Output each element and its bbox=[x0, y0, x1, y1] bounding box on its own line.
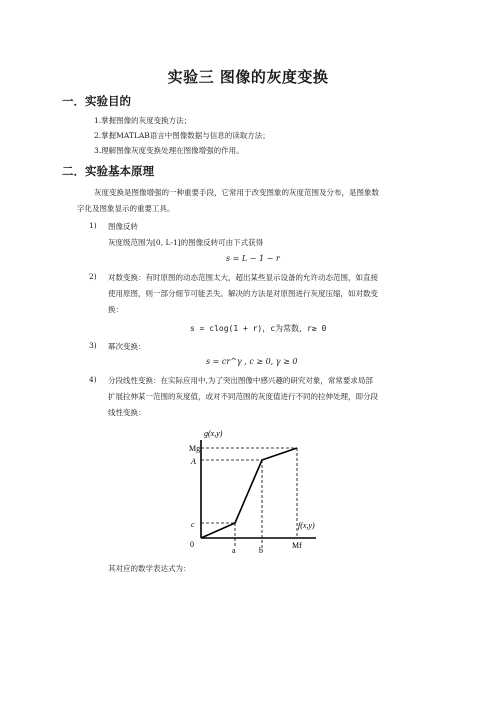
item-2-line-2: 使用原图，则一部分细节可能丢失。解决的方法是对原图进行灰度压缩，如对数变 bbox=[108, 289, 378, 298]
formula-log: s = clog(1 + r)，c为常数，r≥ 0 bbox=[190, 324, 327, 333]
formula-power: s = cr^γ , c ≥ 0, γ ≥ 0 bbox=[206, 357, 298, 366]
section-heading-purpose: 一．实验目的 bbox=[62, 94, 131, 108]
a-tick-label: a bbox=[232, 546, 236, 555]
purpose-item-3: 3.理解图像灰度变换处理在图像增强的作用。 bbox=[94, 146, 244, 155]
item-4-line-3: 线性变换： bbox=[108, 408, 146, 417]
transform-curve bbox=[201, 448, 297, 538]
b-tick-label: b bbox=[259, 546, 263, 555]
purpose-item-1: 1.掌握图像的灰度变换方法； bbox=[94, 116, 192, 125]
document-title: 实验三 图像的灰度变换 bbox=[167, 68, 329, 86]
purpose-item-2: 2.掌握MATLAB语言中图像数据与信息的读取方法； bbox=[94, 131, 270, 140]
item-3-number: 3) bbox=[89, 341, 97, 350]
item-1-title: 图像反转 bbox=[108, 222, 138, 231]
section-heading-principle: 二．实验基本原理 bbox=[62, 164, 154, 178]
item-3-title: 幂次变换： bbox=[108, 342, 146, 351]
item-2-line-3: 换： bbox=[108, 305, 123, 314]
formula-inversion: s = L − 1 − r bbox=[226, 254, 280, 263]
c-label: c bbox=[191, 520, 195, 529]
item-1-description: 灰度级范围为[0, L-1]的图像反转可由下式获得 bbox=[108, 238, 264, 247]
origin-label: 0 bbox=[190, 540, 194, 549]
item-2-line-1: 对数变换：有时原图的动态范围太大，超出某些显示设备的允许动态范围，如直接 bbox=[108, 273, 378, 282]
intro-line-1: 灰度变换是图像增强的一种重要手段，它常用于改变图象的灰度范围及分布，是图象数 bbox=[94, 188, 379, 197]
item-4-line-2: 扩展拉伸某一范围的灰度值，或对不同范围的灰度值进行不同的拉伸处理，即分段 bbox=[108, 392, 378, 401]
item-2-number: 2) bbox=[89, 272, 97, 281]
x-axis-label: f(x,y) bbox=[298, 521, 315, 530]
item-4-number: 4) bbox=[89, 375, 97, 384]
mg-label: Mg bbox=[189, 444, 201, 453]
item-4-line-1: 分段线性变换：在实际应用中,为了突出图像中感兴趣的研究对象，常常要求局部 bbox=[108, 376, 373, 385]
intro-line-2: 字化及图象显示的重要工具。 bbox=[77, 204, 175, 213]
item-1-number: 1) bbox=[89, 221, 97, 230]
outro-text: 其对应的数学表达式为： bbox=[108, 564, 191, 573]
y-axis-label: g(x,y) bbox=[204, 429, 223, 438]
mf-label: Mf bbox=[292, 541, 302, 550]
a-label: A bbox=[191, 457, 196, 466]
